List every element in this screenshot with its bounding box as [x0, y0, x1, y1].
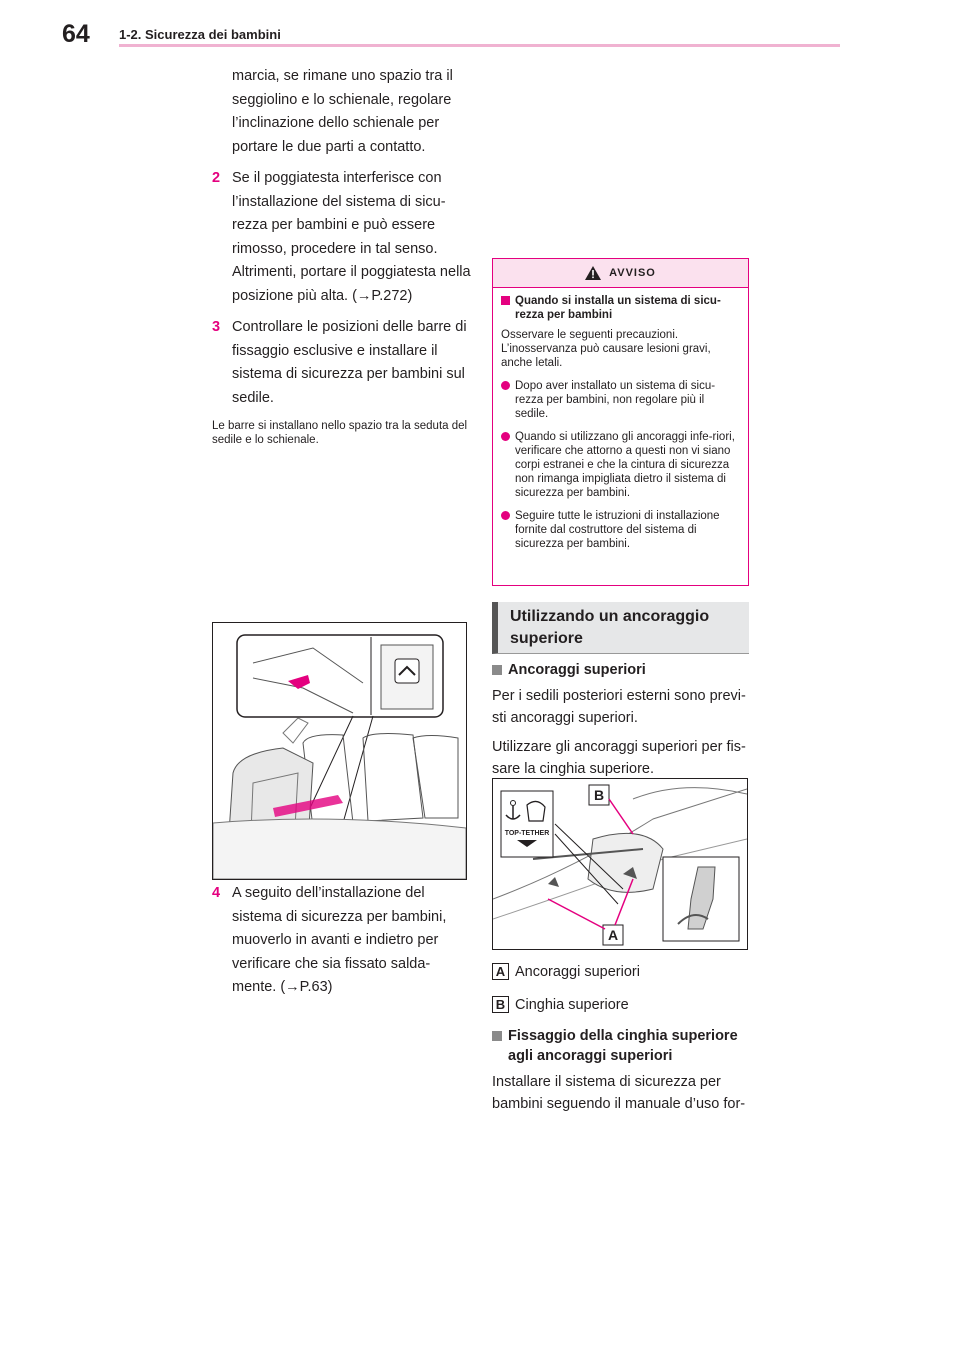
bullet-text: Seguire tutte le istruzioni di installazione fornite dal costruttore del sistema di sicurezza per bambini. — [515, 510, 720, 550]
bullet-dot-icon — [501, 381, 510, 390]
right-column-lower — [492, 1026, 752, 1115]
right-column — [492, 660, 752, 780]
step-4-item — [212, 882, 472, 1000]
header-rule — [119, 44, 840, 47]
step-text: Controllare le posizioni delle barre di fissaggio esclusive e installare il sistema di sicurezza per bambini sul sedile. — [232, 319, 467, 406]
seat-installation-figure — [212, 622, 467, 880]
top-tether-figure — [492, 778, 748, 950]
warning-bullet — [501, 430, 740, 500]
note-text: Le barre si installano nello spazio tra la seduta del sedile e lo schienale. — [212, 420, 468, 446]
left-column — [212, 65, 472, 447]
warning-title-text: Quando si installa un sistema di sicu-rezza per bambini — [515, 295, 721, 321]
warning-intro: Osservare le seguenti precauzioni. L’inosservanza può causare lesioni gravi, anche letali. — [501, 329, 711, 369]
bullet-text: Dopo aver installato un sistema di sicu-rezza per bambini, non regolare più il sedile. — [515, 380, 716, 420]
figure-label-b: B — [593, 787, 605, 803]
continued-paragraph: marcia, se rimane uno spazio tra il seggiolino e lo schienale, regolare l’inclinazione dello schienale per portare le due parti a contatto. — [232, 68, 453, 155]
bullet-dot-icon — [501, 432, 510, 441]
step-text: A seguito dell’installazione del sistema di sicurezza per bambini, muoverlo in avanti e indietro per verificare che sia fissato salda-mente. (→P.63) — [232, 885, 447, 995]
warning-header — [493, 259, 748, 288]
top-tether-text: TOP-TETHER — [504, 830, 550, 837]
legend-key: A — [492, 963, 509, 980]
square-bullet-icon — [492, 1031, 502, 1041]
warning-bullet — [501, 379, 740, 421]
subheading-text: Fissaggio della cinghia superiore agli ancoraggi superiori — [508, 1028, 738, 1064]
figure-label-a: A — [607, 927, 619, 943]
legend-text: Cinghia superiore — [515, 996, 629, 1013]
bullet-text: Quando si utilizzano gli ancoraggi infe-riori, verificare che attorno a questi non vi siano corpi estranei e che la cintura di sicurezza non rimanga impigliata dietro il sistema di sicurezza per bambini. — [515, 431, 735, 499]
warning-bullet — [501, 509, 740, 551]
section-header: 1-2. Sicurezza dei bambini — [119, 27, 281, 42]
legend-item-a — [492, 963, 640, 980]
paragraph: Utilizzare gli ancoraggi superiori per fis-sare la cinghia superiore. — [492, 739, 746, 777]
legend-item-b — [492, 996, 629, 1013]
square-bullet-icon — [501, 296, 510, 305]
legend-key: B — [492, 996, 509, 1013]
top-tether-illustration — [493, 779, 747, 949]
step-4 — [212, 882, 472, 1000]
paragraph: Per i sedili posteriori esterni sono previ-sti ancoraggi superiori. — [492, 688, 746, 726]
warning-body — [493, 288, 748, 551]
paragraph: Installare il sistema di sicurezza per bambini seguendo il manuale d’uso for- — [492, 1074, 746, 1112]
warning-label: AVVISO — [609, 267, 656, 279]
step-number: 2 — [212, 170, 221, 186]
step-number: 3 — [212, 319, 221, 335]
warning-title — [501, 294, 740, 322]
bullet-dot-icon — [501, 511, 510, 520]
square-bullet-icon — [492, 665, 502, 675]
warning-box — [492, 258, 749, 586]
legend-text: Ancoraggi superiori — [515, 963, 640, 980]
step-number: 4 — [212, 885, 221, 901]
subheading-top-anchors — [492, 660, 752, 680]
subheading-tether-attach — [492, 1026, 752, 1066]
step-2 — [212, 167, 472, 308]
seat-installation-illustration — [213, 623, 466, 879]
section-title: Utilizzando un ancoraggio superiore — [492, 602, 749, 654]
subheading-text: Ancoraggi superiori — [508, 662, 646, 678]
anchor-symbol-icon — [395, 659, 419, 683]
warning-triangle-icon — [585, 266, 601, 280]
step-3 — [212, 316, 472, 410]
step-text: Se il poggiatesta interferisce con l’installazione del sistema di sicu-rezza per bambini e può essere rimosso, procedere in tal senso. Altrimenti, portare il poggiatesta nella posizione più alta. (→P.272) — [232, 170, 471, 304]
page-number: 64 — [62, 20, 90, 48]
